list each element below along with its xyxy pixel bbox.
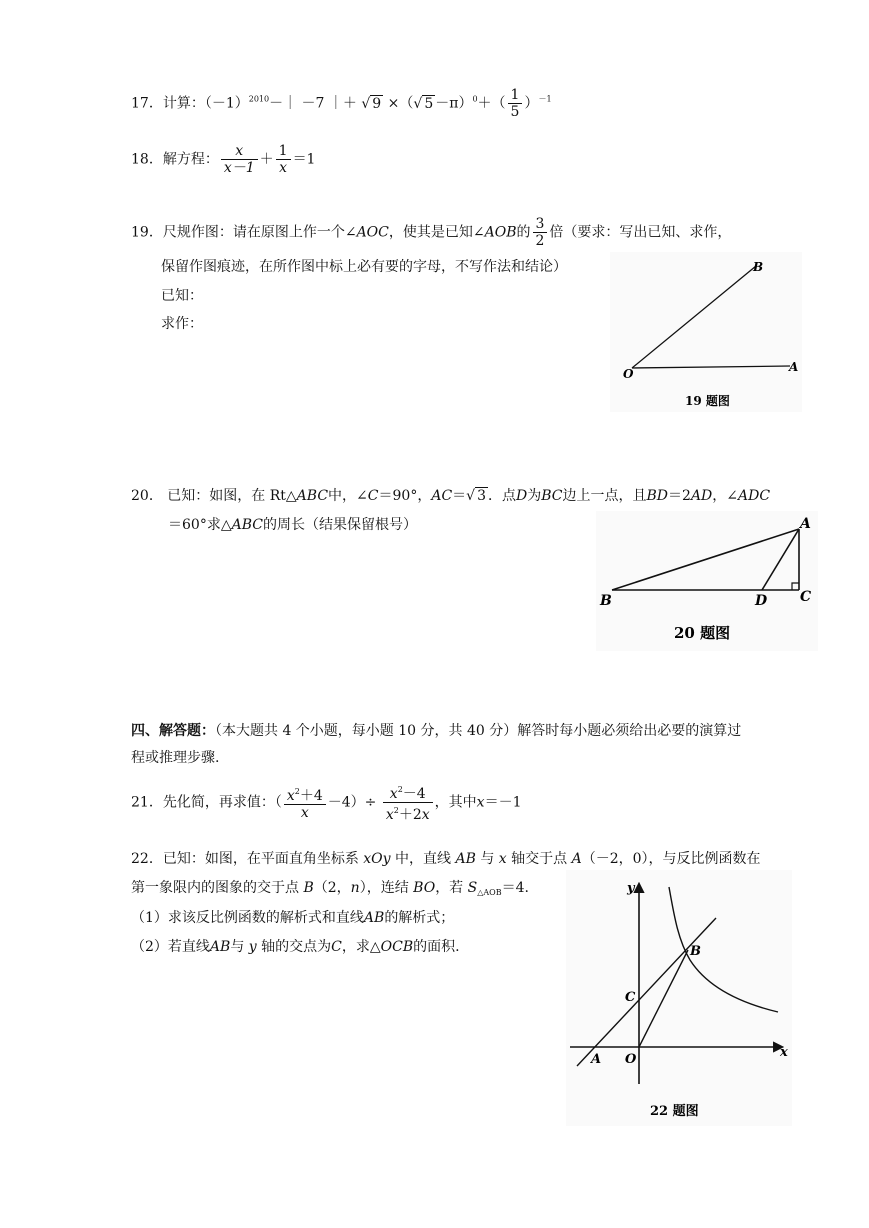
figure-22 xyxy=(566,870,792,1126)
q22-p1-ab: AB xyxy=(363,910,385,926)
q18-rhs: ＝1 xyxy=(292,151,316,168)
q21-fraction-1: $\frac{x^2+4}{x}$ xyxy=(284,784,326,821)
section-4-heading xyxy=(131,722,741,740)
q22-line2-b: （2， xyxy=(313,880,351,896)
q19-aoc: AOC xyxy=(356,224,389,241)
q20-line2-b: 的周长（结果保留根号） xyxy=(262,517,417,533)
q18-number: 18． xyxy=(131,151,163,168)
q20-d: D xyxy=(516,488,528,504)
q20-text-a: 已知：如图，在 Rt△ xyxy=(167,488,297,504)
label-b: B xyxy=(600,593,612,609)
ray-oa xyxy=(632,366,790,368)
q20-text-b: 中，∠ xyxy=(328,488,368,504)
q22-p1-tail: 的解析式； xyxy=(384,910,455,926)
q19-line-2: 保留作图痕迹，在所作图中标上必有要的字母，不写作法和结论） xyxy=(161,259,567,275)
right-angle-mark xyxy=(792,583,799,590)
q20-text-d: ＝ xyxy=(452,488,467,504)
q17-times: ×（ xyxy=(387,95,414,112)
q19-number: 19． xyxy=(131,224,163,241)
question-21 xyxy=(131,782,522,823)
label-d: D xyxy=(755,593,768,609)
q22-line2-e: ＝4. xyxy=(501,880,529,896)
label-a: A xyxy=(591,1052,602,1067)
q20-abc-2: ABC xyxy=(231,517,263,533)
q20-ac: AC xyxy=(431,488,453,504)
q22-number: 22． xyxy=(131,851,163,867)
line-ab xyxy=(577,918,716,1066)
q22-n: n xyxy=(350,880,360,896)
q22-text-a: 已知：如图，在平面直角坐标系 xyxy=(162,851,359,867)
q22-p1: （1）求该反比例函数的解析式和直线 xyxy=(131,910,364,926)
q22-p2-y: y xyxy=(248,939,257,955)
q17-sqrt5: √ 5 xyxy=(413,95,434,112)
q22-p2-d: ，求△ xyxy=(341,939,381,955)
figure-19-caption: 19 题图 xyxy=(685,394,730,408)
q19-text-d: 倍（要求：写出已知、求作， xyxy=(549,224,732,241)
q19-find-label: 求作： xyxy=(161,316,203,332)
q18-lead: 解方程： xyxy=(162,151,219,168)
q22-ab: AB xyxy=(455,851,476,867)
q22-xoy: xOy xyxy=(363,851,391,867)
q19-fraction: $\frac{3}{2}$ xyxy=(533,216,548,249)
q17-abs-part: －｜ －7 ｜＋ xyxy=(269,95,357,112)
q17-number: 17． xyxy=(131,95,163,112)
q20-text-i: ，∠ xyxy=(712,488,739,504)
q17-lead: 计算：（－1） xyxy=(162,95,249,112)
q22-s-sub: △AOB xyxy=(477,888,502,897)
q21-tail-b: ＝－1 xyxy=(484,794,522,811)
figure-20 xyxy=(596,511,818,651)
q20-text-h: ＝2 xyxy=(668,488,691,504)
q22-a: A xyxy=(571,851,582,867)
label-c: C xyxy=(625,990,636,1005)
label-o: O xyxy=(625,1052,637,1067)
q22-text-e: （－2，0），与反比例函数在 xyxy=(581,851,761,867)
q19-text-a: 尺规作图：请在原图上作一个∠ xyxy=(162,224,357,241)
q22-bo: BO xyxy=(413,880,436,896)
ray-ob xyxy=(632,266,756,368)
q20-line-2 xyxy=(168,516,417,534)
q21-minus4: －4）÷ xyxy=(327,794,377,811)
label-b: B xyxy=(753,260,764,274)
segment-ob xyxy=(639,950,688,1047)
q20-line2-a: ＝60°求△ xyxy=(168,517,232,533)
q21-fraction-2: $\frac{x^2-4}{x^2+2x}$ xyxy=(383,782,433,823)
question-17 xyxy=(131,87,552,120)
question-20 xyxy=(131,487,770,505)
q22-text-c: 与 xyxy=(480,851,495,867)
side-ba xyxy=(612,529,799,590)
q20-adc: ADC xyxy=(738,488,771,504)
q17-plus: ＋（ xyxy=(477,95,506,112)
hyperbola xyxy=(669,887,778,1012)
section-4-title: 四、解答题： xyxy=(131,723,215,739)
q19-aob: AOB xyxy=(484,224,517,241)
question-22 xyxy=(131,850,761,868)
q19-text-b: ，使其是已知∠ xyxy=(388,224,485,241)
q17-fraction: $\frac{1}{5}$ xyxy=(508,87,523,120)
q22-p2-b: 与 xyxy=(230,939,245,955)
q22-p2-ocb: OCB xyxy=(380,939,414,955)
q22-line2-d: ，若 xyxy=(435,880,464,896)
q18-fraction-1: $\frac{x}{x-1}$ xyxy=(221,143,258,176)
q22-p2-a: （2）若直线 xyxy=(131,939,210,955)
q22-part-1 xyxy=(131,909,454,927)
label-o: O xyxy=(623,367,634,381)
q19-text-c: 的 xyxy=(516,224,531,241)
q21-tail-a: ，其中 xyxy=(434,794,477,811)
q22-p2-c: 轴的交点为 xyxy=(261,939,332,955)
q20-text-e: ．点 xyxy=(488,488,516,504)
q22-s: S xyxy=(467,880,478,896)
q22-b: B xyxy=(303,880,314,896)
q22-text-b: 中，直线 xyxy=(395,851,452,867)
q17-sqrt9: √ 9 xyxy=(361,95,382,112)
label-a: A xyxy=(789,360,799,374)
q20-text-g: 边上一点，且 xyxy=(562,488,647,504)
q21-x: x xyxy=(476,794,485,811)
section-4-text: （本大题共 4 个小题，每小题 10 分，共 40 分）解答时每小题必须给出必要的演算过 xyxy=(215,723,742,739)
q20-text-f: 为 xyxy=(527,488,542,504)
q20-bd: BD xyxy=(646,488,669,504)
q20-ad: AD xyxy=(690,488,713,504)
q20-abc: ABC xyxy=(296,488,329,504)
q21-lead: 先化简，再求值：（ xyxy=(162,794,282,811)
question-19 xyxy=(131,216,731,249)
q22-line-2 xyxy=(131,879,529,902)
figure-20-caption: 20 题图 xyxy=(674,624,731,642)
q20-sqrt3: √ 3 xyxy=(466,488,486,504)
figure-19 xyxy=(610,252,802,412)
figure-22-caption: 22 题图 xyxy=(650,1104,699,1119)
q20-text-c: ＝90°， xyxy=(378,488,432,504)
label-b: B xyxy=(690,944,701,959)
q22-x: x xyxy=(498,851,507,867)
q22-p2-ab: AB xyxy=(209,939,231,955)
segment-ad xyxy=(762,529,799,590)
q22-p2-cc: C xyxy=(331,939,342,955)
q22-line2-c: ），连结 xyxy=(359,880,409,896)
label-y: y xyxy=(627,881,635,896)
label-c: C xyxy=(800,589,812,605)
q22-p2-e: 的面积. xyxy=(413,939,460,955)
label-a: A xyxy=(800,516,811,532)
q18-fraction-2: $\frac{1}{x}$ xyxy=(276,143,291,176)
q20-c: C xyxy=(367,488,379,504)
q17-minus-pi: －π） xyxy=(435,95,473,112)
q22-text-d: 轴交于点 xyxy=(511,851,568,867)
label-x: x xyxy=(780,1045,788,1060)
q20-bc: BC xyxy=(541,488,563,504)
q17-exponent-minus1: －1 xyxy=(538,94,552,104)
q20-number: 20． xyxy=(131,488,163,504)
q17-exponent-0: 0 xyxy=(472,94,478,104)
q18-plus: ＋ xyxy=(259,151,274,168)
section-4-line-2: 程或推理步骤. xyxy=(131,750,220,766)
q21-number: 21． xyxy=(131,794,163,811)
q22-line2-a: 第一象限内的图象的交于点 xyxy=(131,880,299,896)
q22-part-2 xyxy=(131,938,460,956)
q19-known-label: 已知： xyxy=(161,288,203,304)
question-18 xyxy=(131,143,315,176)
q17-exponent-2010: 2010 xyxy=(248,94,270,104)
q17-close: ） xyxy=(524,95,539,112)
